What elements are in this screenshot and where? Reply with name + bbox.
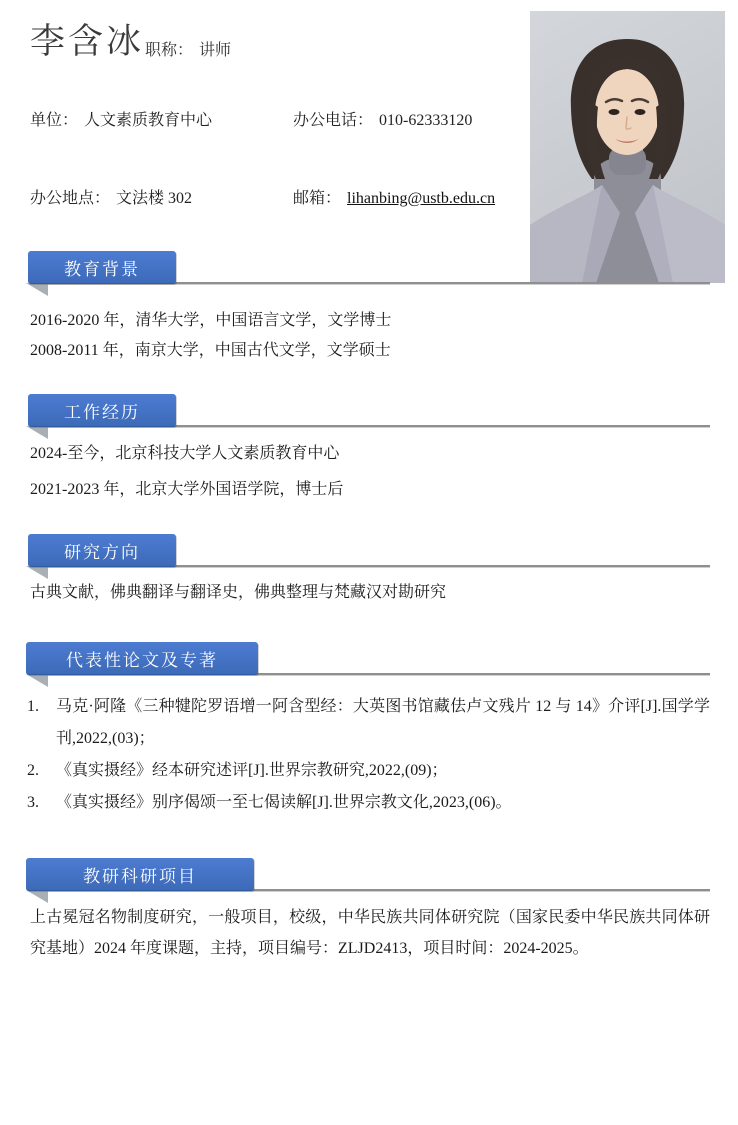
info-unit-label: 单位： [30,112,79,129]
info-email [293,185,495,208]
education-line: 2008-2011 年，南京大学，中国古代文学，文学硕士 [30,342,391,359]
section-header-research [28,534,176,567]
section-header-publications [26,642,258,675]
publication-text: 马克·阿隆《三种犍陀罗语增一阿含型经：大英图书馆藏佉卢文残片 12 与 14》介评[J].国学学刊,2022,(03)； [56,698,710,747]
fold-corner [26,426,48,439]
work-line: 2021-2023 年，北京大学外国语学院，博士后 [30,481,344,498]
publication-number: 3. [27,794,39,811]
project-paragraph: 上古冕冠名物制度研究，一般项目，校级，中华民族共同体研究院（国家民委中华民族共同体研究基地）2024 年度课题，主持，项目编号：ZLJD2413，项目时间：2024-2025。 [30,909,710,957]
info-unit [30,107,212,130]
section-title: 代表性论文及专著 [66,650,218,670]
info-phone-label: 办公电话： [293,112,374,129]
job-title [145,37,231,60]
publication-number: 2. [27,762,39,779]
education-line: 2016-2020 年，清华大学，中国语言文学，文学博士 [30,312,392,329]
info-office-label: 办公地点： [30,190,111,207]
publication-list [27,691,710,819]
section-header-education [28,251,176,284]
job-title-label: 职称： [145,42,194,59]
fold-corner [26,566,48,579]
publication-text: 《真实摄经》别序偈颂一至七偈读解[J].世界宗教文化,2023,(06)。 [56,794,512,811]
section-title: 教研科研项目 [83,866,197,886]
info-unit-value: 人文素质教育中心 [84,112,213,129]
research-line: 古典文献，佛典翻译与翻译史，佛典整理与梵藏汉对勘研究 [30,584,447,601]
section-header-work [28,394,176,427]
info-office-value: 文法楼 302 [116,190,193,207]
section-header-projects [26,858,254,891]
info-email-label: 邮箱： [293,190,342,207]
fold-corner [26,674,48,687]
section-title: 研究方向 [64,542,140,562]
section-title: 工作经历 [64,402,140,422]
publication-item [27,787,710,819]
work-line: 2024-至今，北京科技大学人文素质教育中心 [30,445,340,462]
portrait-photo [530,11,725,283]
publication-number: 1. [27,698,39,715]
section-title: 教育背景 [64,259,140,279]
info-phone-value: 010-62333120 [379,112,473,129]
publication-item [27,691,710,755]
info-phone [293,107,472,130]
publication-item [27,755,710,787]
fold-corner [26,283,48,296]
info-office [30,185,192,208]
job-title-value: 讲师 [199,42,232,59]
publication-text: 《真实摄经》经本研究述评[J].世界宗教研究,2022,(09)； [56,762,448,779]
email-link[interactable]: lihanbing@ustb.edu.cn [347,190,496,207]
person-name: 李含冰 [30,22,145,61]
portrait-illustration [530,11,725,283]
